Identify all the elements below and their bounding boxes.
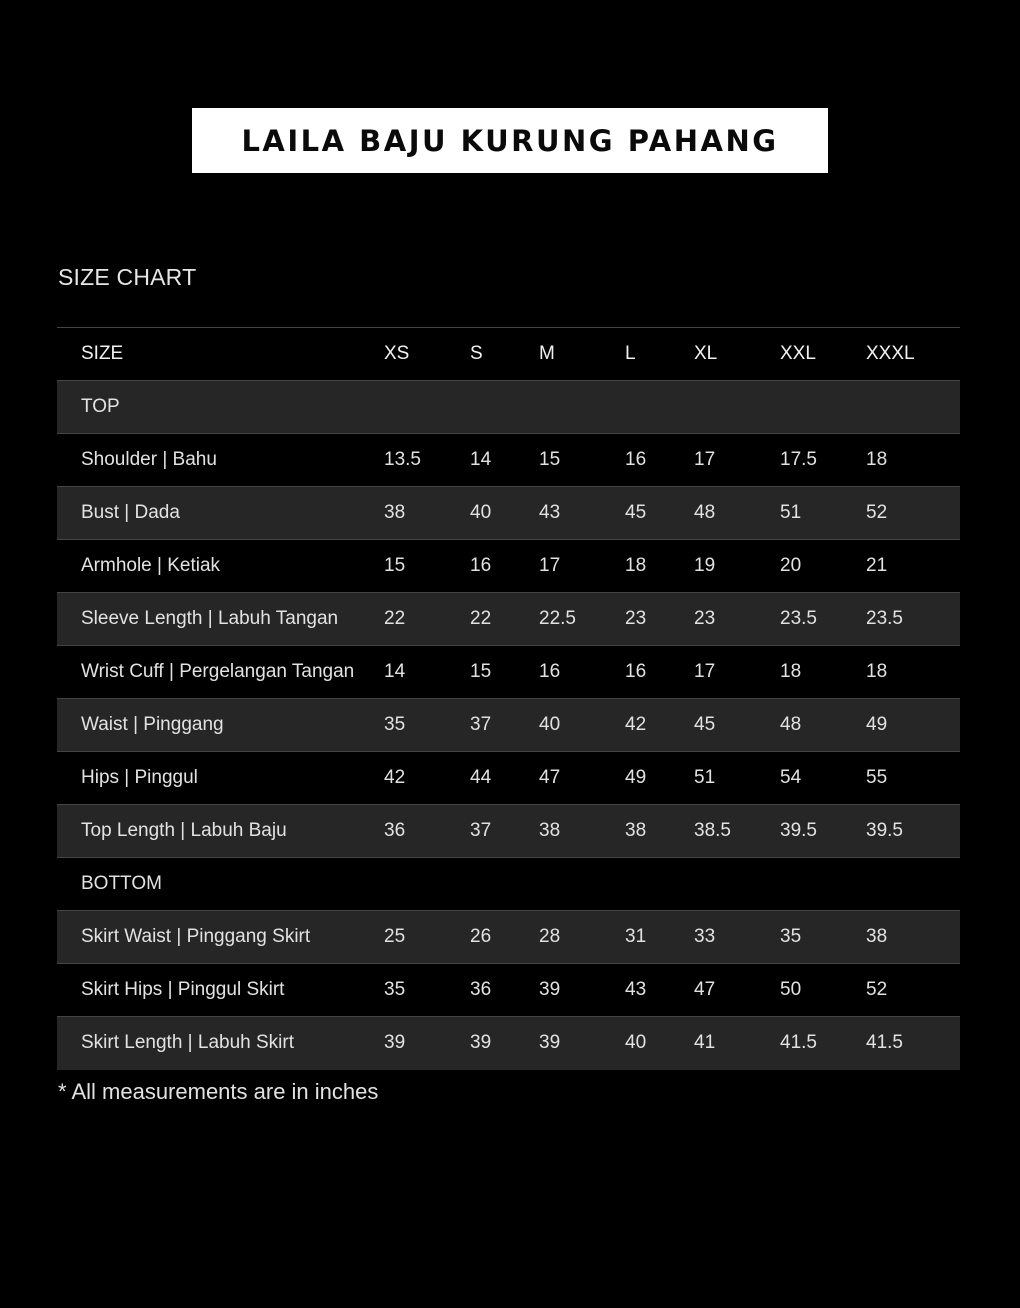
- table-cell: 15: [384, 555, 406, 576]
- table-row: [57, 434, 960, 487]
- table-cell: 35: [384, 714, 406, 735]
- table-cell: 42: [384, 767, 406, 788]
- table-cell: 16: [470, 555, 492, 576]
- group-label: TOP: [81, 396, 120, 417]
- table-cell: 41.5: [780, 1032, 817, 1054]
- measurement-label: Bust | Dada: [81, 502, 180, 523]
- table-row: [57, 540, 960, 593]
- table-cell: 18: [780, 661, 802, 682]
- measurement-label: Sleeve Length | Labuh Tangan: [81, 608, 339, 629]
- table-cell: 16: [539, 661, 561, 682]
- table-row: [57, 1017, 960, 1070]
- table-cell: 22: [384, 608, 406, 629]
- table-cell: 45: [625, 502, 647, 523]
- table-cell: 38: [539, 820, 561, 841]
- table-cell: 13.5: [384, 449, 421, 470]
- size-chart-body: [57, 328, 960, 1070]
- table-cell: 36: [470, 979, 492, 1000]
- size-chart-table: [57, 327, 960, 1070]
- table-cell: 19: [694, 555, 716, 576]
- measurement-label: Skirt Hips | Pinggul Skirt: [81, 979, 285, 1000]
- table-cell: 41: [694, 1032, 716, 1054]
- table-cell: 23: [625, 608, 647, 629]
- table-cell: 17: [694, 661, 716, 682]
- table-cell: 18: [625, 555, 647, 576]
- table-cell: 15: [539, 449, 561, 470]
- title-banner: [192, 108, 828, 173]
- table-row: [57, 911, 960, 964]
- table-cell: 14: [384, 661, 406, 682]
- table-cell: 18: [866, 661, 888, 682]
- table-cell: 48: [694, 502, 716, 523]
- table-cell: 14: [470, 449, 492, 470]
- table-cell: 23: [694, 608, 716, 629]
- table-group-row: [57, 858, 960, 911]
- table-cell: 43: [539, 502, 561, 523]
- table-cell: 44: [470, 767, 492, 788]
- table-cell: 47: [539, 767, 561, 788]
- table-cell: 38: [384, 502, 406, 523]
- table-cell: 36: [384, 820, 406, 841]
- table-header-row: [57, 328, 960, 381]
- table-cell: 15: [470, 661, 492, 682]
- measurement-label: Waist | Pinggang: [81, 714, 224, 735]
- table-cell: 16: [625, 661, 647, 682]
- measurement-label: Wrist Cuff | Pergelangan Tangan: [81, 661, 355, 682]
- table-cell: 16: [625, 449, 647, 470]
- table-cell: 22: [470, 608, 492, 629]
- header-cell-xxxl: XXXL: [866, 343, 915, 364]
- table-cell: 35: [780, 926, 802, 947]
- header-cell-xs: XS: [384, 343, 410, 364]
- table-cell: 38: [625, 820, 647, 841]
- table-cell: 23.5: [780, 608, 817, 629]
- header-cell-m: M: [539, 343, 555, 364]
- table-cell: 25: [384, 926, 406, 947]
- table-cell: 35: [384, 979, 406, 1000]
- measurement-label: Armhole | Ketiak: [81, 555, 221, 576]
- table-cell: 17.5: [780, 449, 817, 470]
- table-cell: 52: [866, 502, 888, 523]
- table-cell: 21: [866, 555, 888, 576]
- table-cell: 51: [694, 767, 716, 788]
- table-row: [57, 646, 960, 699]
- table-row: [57, 752, 960, 805]
- table-cell: 18: [866, 449, 888, 470]
- header-cell-xxl: XXL: [780, 343, 816, 364]
- measurement-label: Hips | Pinggul: [81, 767, 198, 788]
- table-cell: 31: [625, 926, 647, 947]
- table-cell: 39.5: [866, 820, 903, 841]
- table-cell: 50: [780, 979, 802, 1000]
- table-cell: 39.5: [780, 820, 817, 841]
- table-cell: 49: [625, 767, 647, 788]
- table-cell: 26: [470, 926, 492, 947]
- header-cell-s: S: [470, 343, 483, 364]
- table-cell: 28: [539, 926, 561, 947]
- page-title: LAILA BAJU KURUNG PAHANG: [241, 123, 779, 158]
- table-row: [57, 699, 960, 752]
- table-cell: 49: [866, 714, 888, 735]
- table-cell: 51: [780, 502, 802, 523]
- table-cell: 17: [539, 555, 561, 576]
- group-label: BOTTOM: [81, 873, 162, 894]
- table-cell: 20: [780, 555, 802, 576]
- footnote: * All measurements are in inches: [58, 1079, 379, 1104]
- table-cell: 42: [625, 714, 647, 735]
- table-row: [57, 487, 960, 540]
- table-cell: 33: [694, 926, 716, 947]
- table-row: [57, 593, 960, 646]
- table-cell: 52: [866, 979, 888, 1000]
- table-cell: 55: [866, 767, 888, 788]
- table-cell: 38: [866, 926, 888, 947]
- header-cell-l: L: [625, 343, 636, 364]
- header-cell-xl: XL: [694, 343, 718, 364]
- table-cell: 38.5: [694, 820, 731, 841]
- table-cell: 45: [694, 714, 716, 735]
- table-row: [57, 805, 960, 858]
- table-cell: 39: [539, 1032, 561, 1054]
- table-cell: 43: [625, 979, 647, 1000]
- table-cell: 47: [694, 979, 716, 1000]
- table-cell: 54: [780, 767, 802, 788]
- table-cell: 40: [470, 502, 492, 523]
- table-group-row: [57, 381, 960, 434]
- measurement-label: Shoulder | Bahu: [81, 449, 217, 470]
- table-cell: 37: [470, 820, 492, 841]
- table-cell: 39: [470, 1032, 492, 1054]
- table-row: [57, 964, 960, 1017]
- table-cell: 22.5: [539, 608, 576, 629]
- table-cell: 40: [539, 714, 561, 735]
- table-cell: 37: [470, 714, 492, 735]
- measurement-label: Skirt Length | Labuh Skirt: [81, 1032, 294, 1054]
- table-cell: 39: [384, 1032, 406, 1054]
- table-cell: 23.5: [866, 608, 903, 629]
- table-cell: 40: [625, 1032, 647, 1054]
- measurement-label: Top Length | Labuh Baju: [81, 820, 287, 841]
- header-cell-size: SIZE: [81, 343, 124, 364]
- measurement-label: Skirt Waist | Pinggang Skirt: [81, 926, 311, 947]
- section-heading: SIZE CHART: [58, 264, 197, 290]
- table-cell: 39: [539, 979, 561, 1000]
- table-cell: 41.5: [866, 1032, 903, 1054]
- table-cell: 17: [694, 449, 716, 470]
- table-cell: 48: [780, 714, 802, 735]
